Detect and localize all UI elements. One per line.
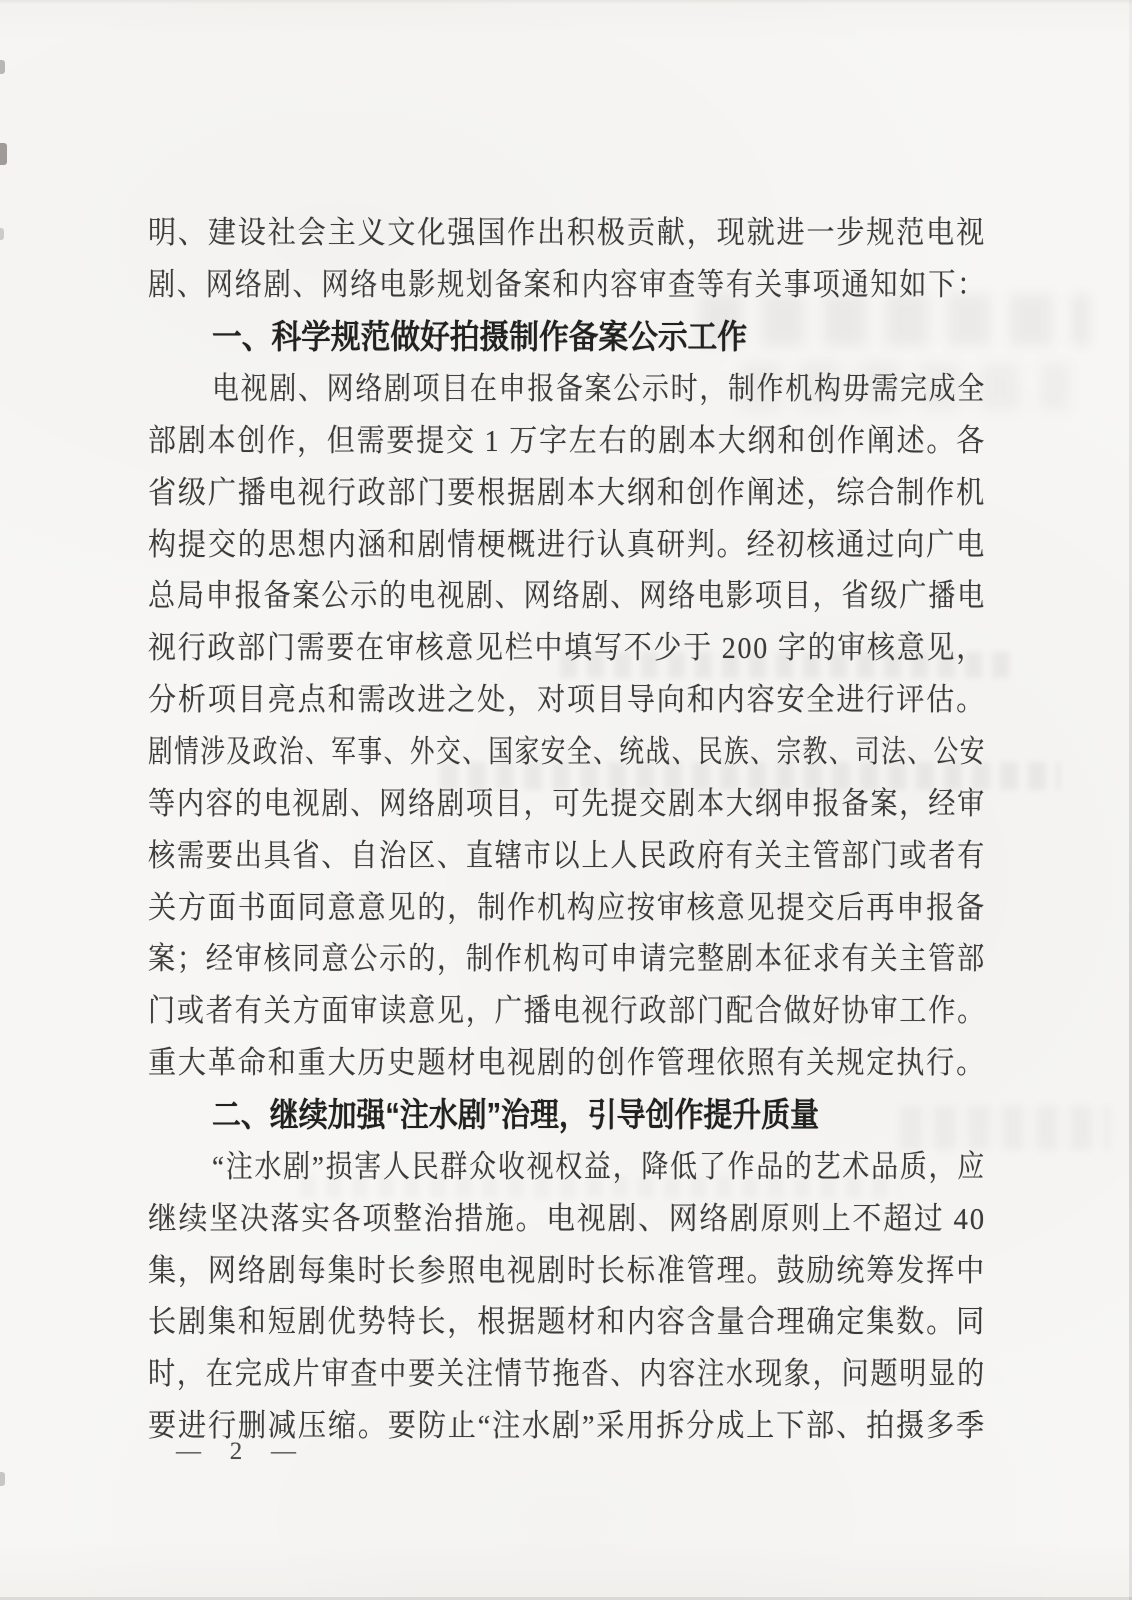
text-line-content: 长剧集和短剧优势特长，根据题材和内容含量合理确定集数。同	[148, 1304, 986, 1340]
text-line-content: 剧、网络剧、网络电影规划备案和内容审查等有关事项通知如下：	[148, 267, 986, 303]
text-line-content: 要进行删减压缩。要防止“注水剧”采用拆分成上下部、拍摄多季	[148, 1408, 986, 1444]
text-line	[148, 1140, 986, 1192]
text-line-content: 时，在完成片审查中要关注情节拖沓、内容注水现象，问题明显的	[148, 1356, 986, 1392]
scan-artifact	[0, 143, 7, 165]
text-line	[148, 1296, 986, 1348]
text-line	[148, 777, 986, 829]
text-line-content: 电视剧、网络剧项目在申报备案公示时，制作机构毋需完成全	[212, 371, 986, 406]
scan-artifact	[0, 1472, 5, 1486]
text-line-content: 集，网络剧每集时长参照电视剧时长标准管理。鼓励统筹发挥中	[148, 1252, 986, 1288]
text-line	[148, 1244, 986, 1296]
text-line	[148, 726, 986, 778]
section-heading-1	[148, 311, 986, 363]
text-line-content: 剧情涉及政治、军事、外交、国家安全、统战、民族、宗教、司法、公安	[148, 734, 986, 770]
text-line	[148, 1037, 986, 1089]
text-line-content: 等内容的电视剧、网络剧项目，可先提交剧本大纲申报备案，经审	[148, 785, 986, 821]
text-line	[148, 622, 986, 674]
text-line	[148, 466, 986, 518]
text-line	[148, 674, 986, 726]
text-line-content: 省级广播电视行政部门要根据剧本大纲和创作阐述，综合制作机	[148, 474, 986, 510]
text-line-content: 明、建设社会主义文化强国作出积极贡献，现就进一步规范电视	[148, 215, 986, 251]
section-heading-text: 二、继续加强“注水剧”治理，引导创作提升质量	[212, 1096, 819, 1134]
text-line-content: 重大革命和重大历史题材电视剧的创作管理依照有关规定执行。	[148, 1045, 986, 1081]
document-text-block	[148, 207, 986, 1452]
text-line	[148, 985, 986, 1037]
text-line-content: 总局申报备案公示的电视剧、网络剧、网络电影项目，省级广播电	[148, 578, 986, 614]
page-number: — 2 —	[176, 1438, 308, 1465]
scan-artifact	[0, 228, 4, 240]
text-line	[148, 207, 986, 259]
text-line	[148, 881, 986, 933]
text-line	[148, 829, 986, 881]
text-line	[148, 933, 986, 985]
text-line	[148, 1192, 986, 1244]
scan-artifact	[0, 60, 5, 74]
text-line-content: 构提交的思想内涵和剧情梗概进行认真研判。经初核通过向广电	[148, 526, 986, 562]
text-line-content: “注水剧”损害人民群众收视权益，降低了作品的艺术品质，应	[212, 1148, 986, 1184]
text-line-content: 视行政部门需要在审核意见栏中填写不少于 200 字的审核意见，	[148, 630, 986, 666]
text-line	[148, 1348, 986, 1400]
text-line	[148, 570, 986, 622]
text-line-content: 门或者有关方面审读意见，广播电视行政部门配合做好协审工作。	[148, 993, 986, 1029]
text-line-content: 部剧本创作，但需要提交 1 万字左右的剧本大纲和创作阐述。各	[148, 422, 986, 458]
text-line-content: 继续坚决落实各项整治措施。电视剧、网络剧原则上不超过 40	[148, 1200, 986, 1236]
text-line	[148, 518, 986, 570]
section-heading-2	[148, 1089, 986, 1141]
text-line	[148, 363, 986, 415]
text-line-content: 分析项目亮点和需改进之处，对项目导向和内容安全进行评估。	[148, 682, 986, 718]
text-line-content: 核需要出具省、自治区、直辖市以上人民政府有关主管部门或者有	[148, 837, 986, 873]
page-top-edge	[0, 0, 1132, 4]
text-line-content: 关方面书面同意意见的，制作机构应按审核意见提交后再申报备	[148, 889, 986, 925]
section-heading-text: 一、科学规范做好拍摄制作备案公示工作	[212, 318, 747, 356]
text-line-content: 案；经审核同意公示的，制作机构可申请完整剧本征求有关主管部	[148, 941, 986, 977]
text-line	[148, 414, 986, 466]
text-line	[148, 259, 986, 311]
